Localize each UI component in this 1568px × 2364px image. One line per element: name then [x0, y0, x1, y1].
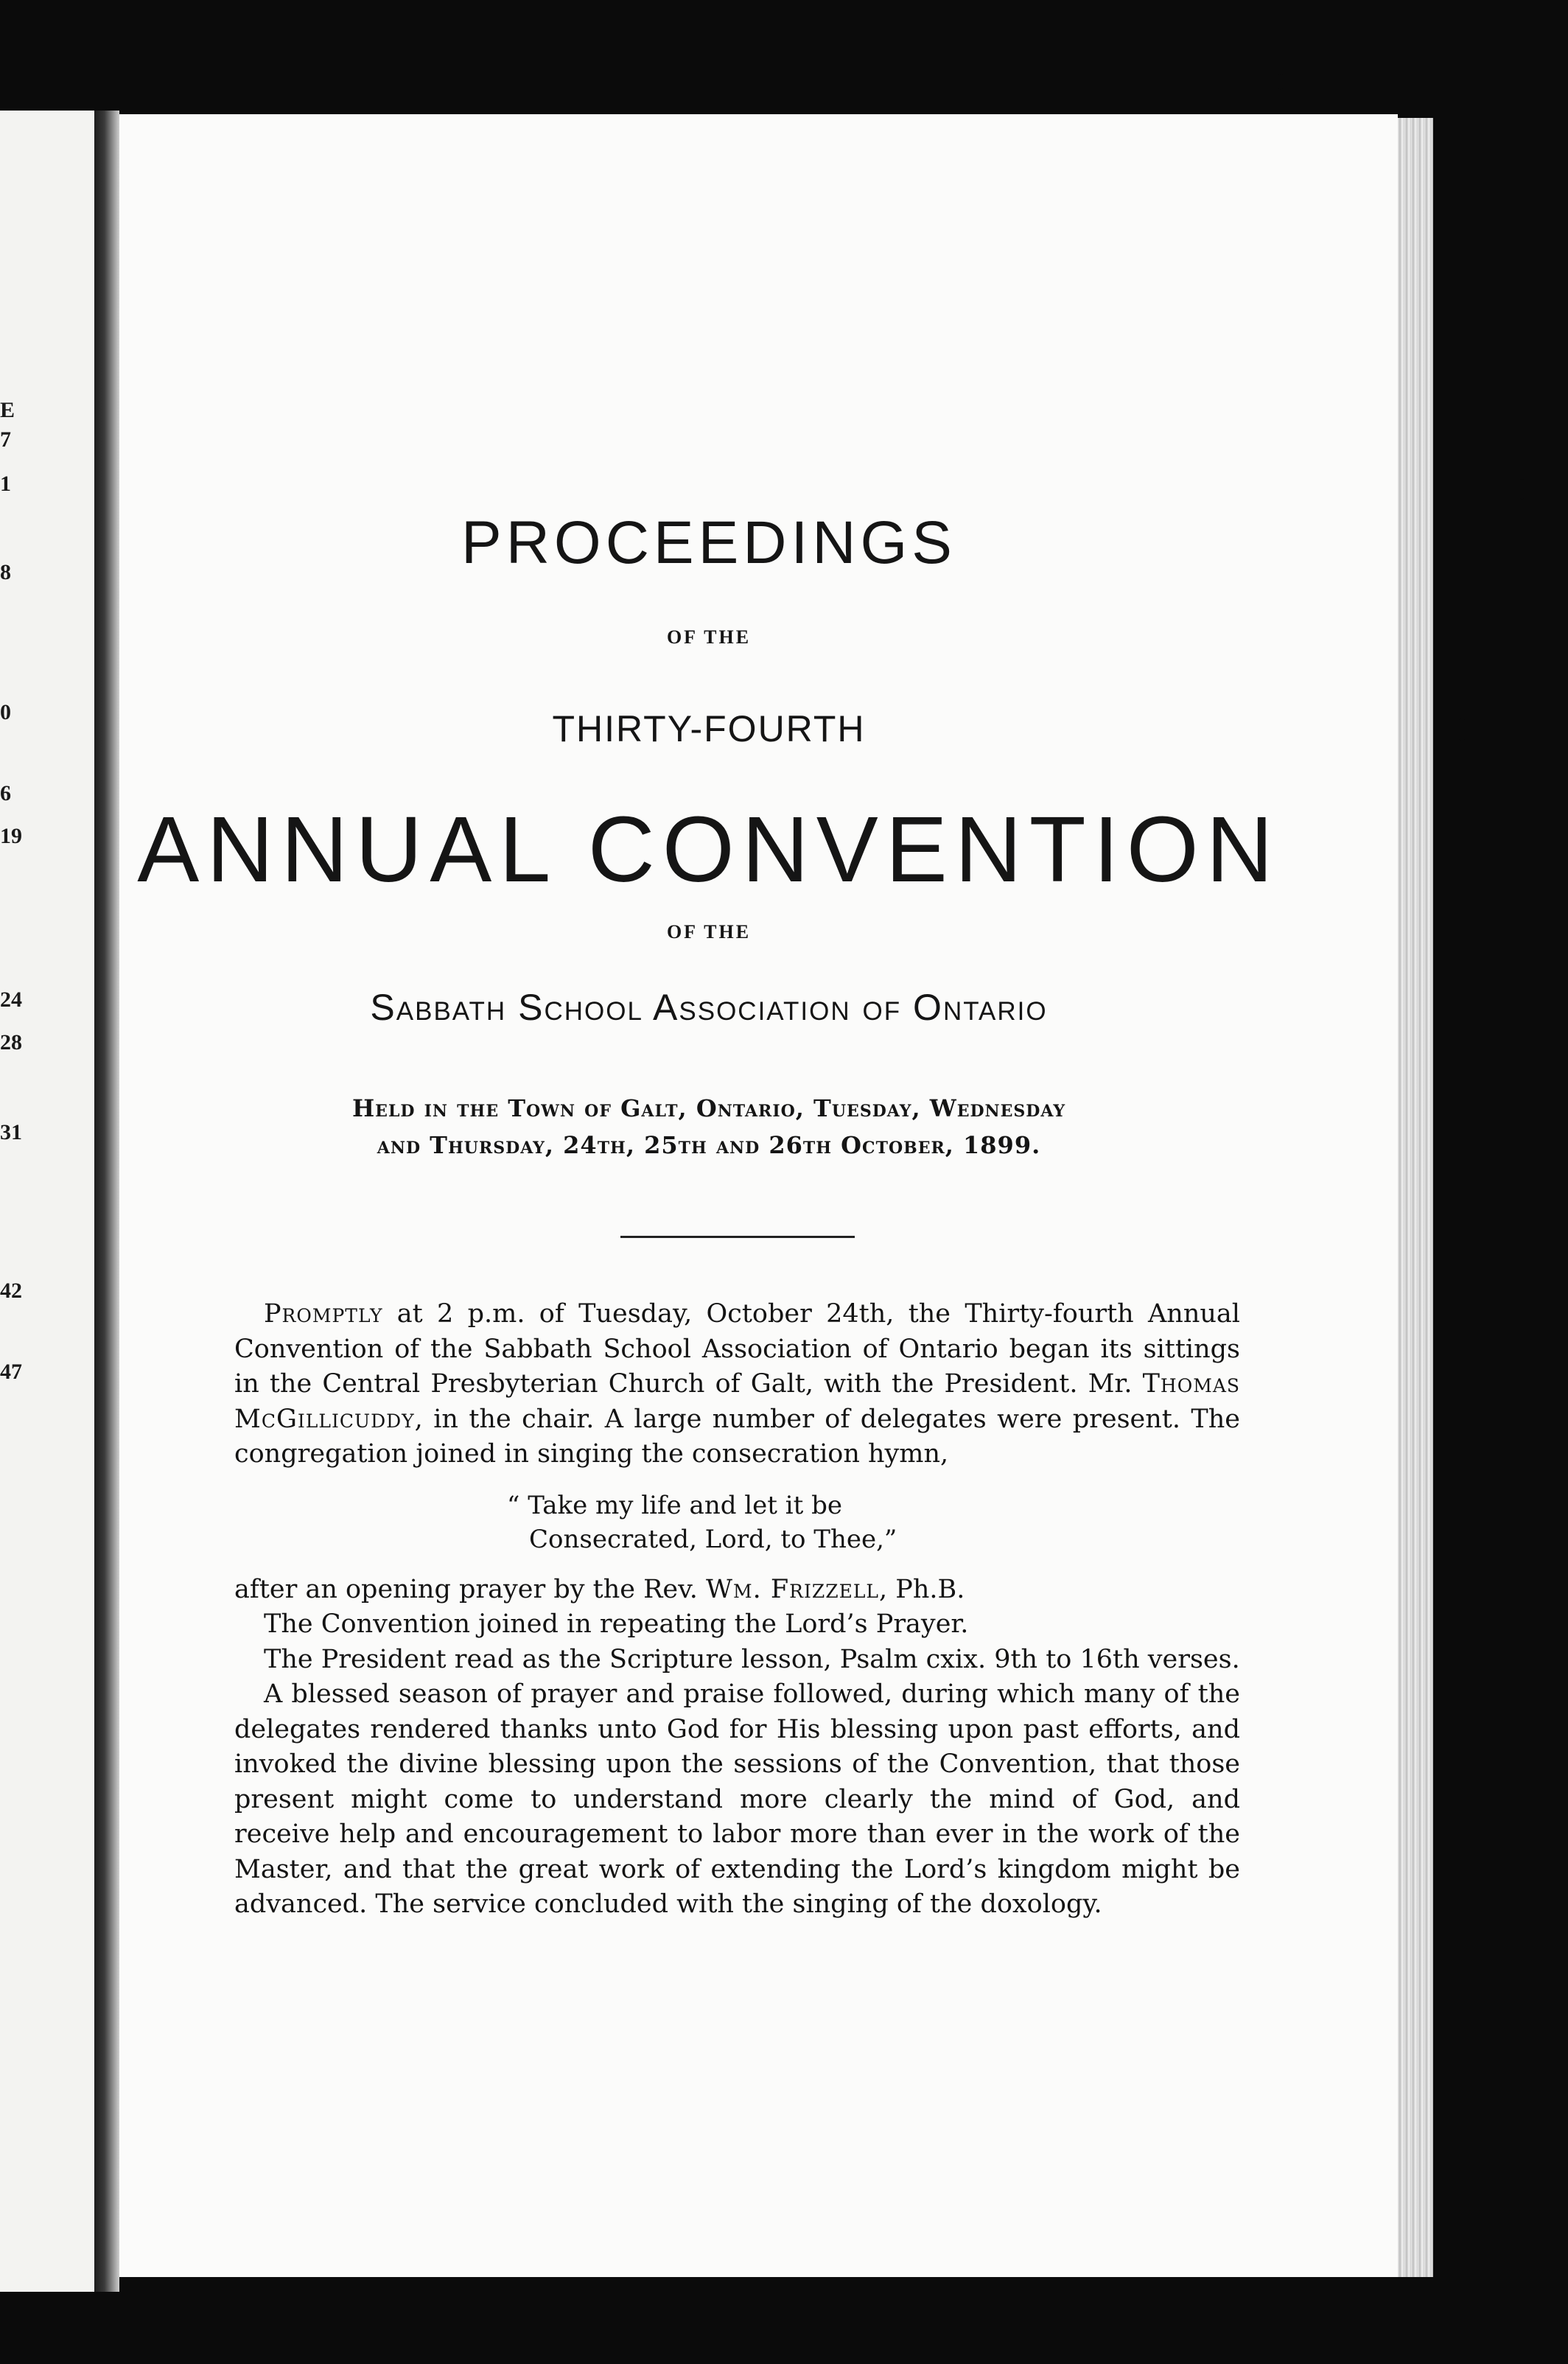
left-page-number: 28 — [0, 1030, 22, 1055]
hymn-quote — [507, 1489, 1240, 1556]
reverend-name: Wm. Frizzell — [706, 1574, 880, 1604]
left-page-number: 24 — [0, 987, 22, 1012]
scan-artifact — [1520, 479, 1524, 500]
text-run: after an opening prayer by the Rev. — [234, 1574, 707, 1604]
page-title: PROCEEDINGS — [461, 509, 956, 576]
text-run: , in the chair. A large number of delegates were present. The congregation joined in singing the consecration hymn, — [234, 1404, 1240, 1469]
left-page-number: 42 — [0, 1279, 22, 1303]
scan-artifact — [1459, 718, 1465, 741]
left-page-number: 31 — [0, 1120, 22, 1144]
left-page-number: 6 — [0, 781, 11, 805]
text-run: , Ph.B. — [879, 1574, 965, 1604]
left-page-number: 0 — [0, 700, 11, 724]
body-text — [234, 1297, 1240, 1923]
text-run: at 2 p.m. of Tuesday, October 24th, the Thirty-fourth Annual Convention of the Sabbath School Association of Ontario began its sittings in the Central Presbyterian Church of Galt, with the President. Mr. — [234, 1299, 1240, 1399]
of-the-label: OF THE — [666, 626, 752, 648]
left-page-number: 47 — [0, 1360, 22, 1384]
scan-artifact — [1278, 74, 1283, 90]
section-divider — [620, 1236, 855, 1238]
ordinal-heading: THIRTY-FOURTH — [552, 708, 866, 749]
left-page-number: 1 — [0, 472, 11, 496]
left-page-number: 19 — [0, 824, 22, 848]
held-line: Held in the Town of Galt, Ontario, Tuesday, Wednesday — [351, 1094, 1066, 1122]
page-edges — [1398, 118, 1433, 2277]
hymn-line: “ Take my life and let it be — [507, 1490, 842, 1520]
left-facing-page — [0, 111, 94, 2292]
lead-word: Promptly — [264, 1299, 383, 1329]
main-page — [119, 114, 1398, 2277]
left-page-number: 7 — [0, 427, 11, 452]
left-page-number: E — [0, 398, 15, 422]
hymn-line: Consecrated, Lord, to Thee,” — [529, 1524, 897, 1554]
paragraph: The President read as the Scripture lesson, Psalm cxix. 9th to 16th verses. — [264, 1644, 1240, 1674]
association-heading: Sabbath School Association of Ontario — [370, 987, 1048, 1028]
paragraph: The Convention joined in repeating the Lord’s Prayer. — [264, 1609, 969, 1639]
book-gutter — [94, 111, 119, 2292]
paragraph: A blessed season of prayer and praise followed, during which many of the delegates rendered thanks unto God for His blessing upon past efforts, and invoked the divine blessing upon the sessions of the Convention, that those present might come to understand more clearly the mind of God, and receive help and encouragement to labor more than ever in the work of the Master, and that the great work of extending the Lord’s kingdom might be advanced. The service concluded with the singing of the doxology. — [234, 1679, 1240, 1919]
event-heading: ANNUAL CONVENTION — [137, 797, 1281, 901]
held-line: and Thursday, 24th, 25th and 26th October, 1899. — [377, 1131, 1041, 1159]
paragraph — [234, 1297, 1240, 1472]
president-name: Thomas McGillicuddy — [234, 1369, 1240, 1434]
of-the-label: OF THE — [666, 921, 752, 943]
paragraph — [234, 1573, 1240, 1608]
left-page-number: 8 — [0, 560, 11, 584]
